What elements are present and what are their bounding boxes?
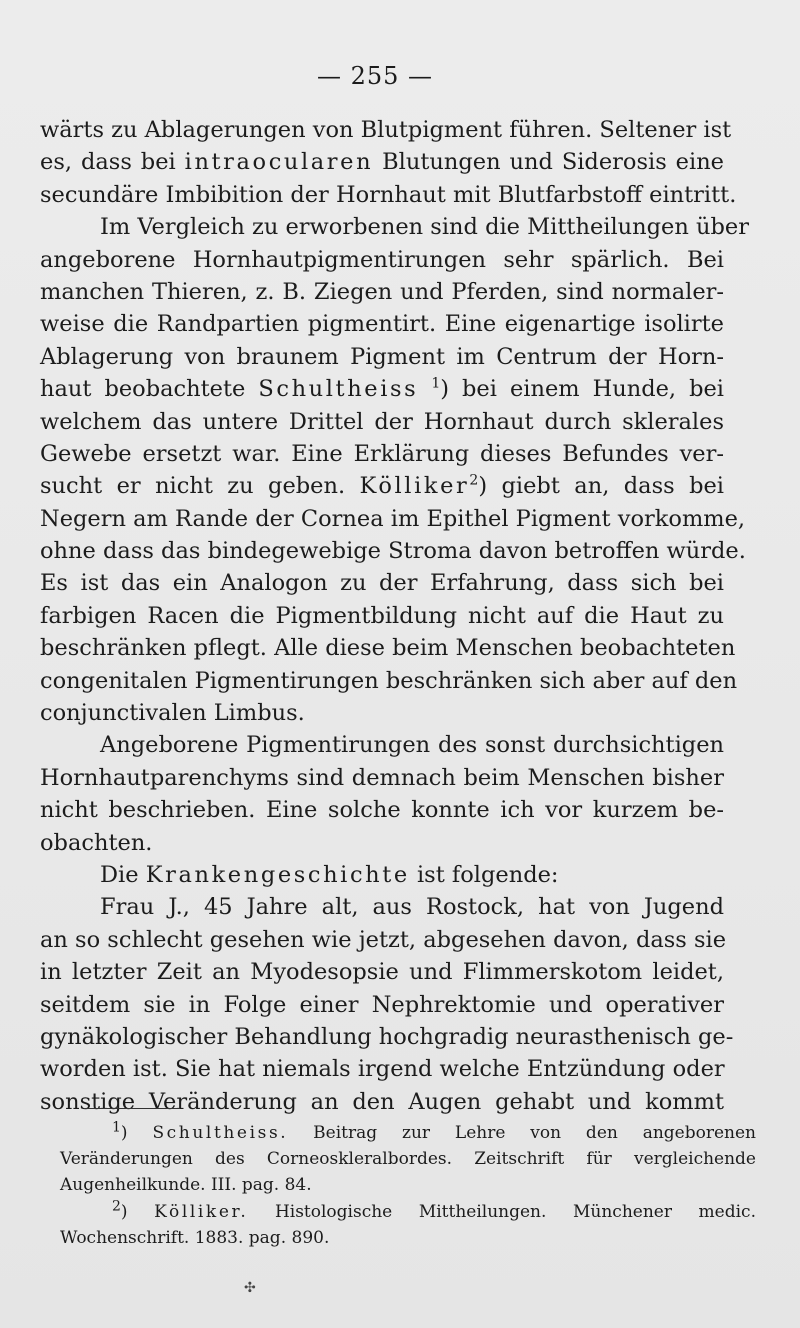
body-line: conjunctivalen Limbus. <box>40 700 305 727</box>
footnote-line: Veränderungen des Corneoskleralbordes. Zeitschrift für vergleichende <box>60 1149 756 1170</box>
body-line: wärts zu Ablagerungen von Blutpigment führen. Seltener ist <box>40 117 732 143</box>
body-line: weise die Randpartien pigmentirt. Eine eigenartige isolirte <box>40 311 724 338</box>
footnote-line: $^2$) Kölliker. Histologische Mittheilungen. Münchener medic. <box>112 1197 756 1222</box>
footnotes <box>60 1120 756 1251</box>
body-line: worden ist. Sie hat niemals irgend welche Entzündung oder <box>40 1056 725 1083</box>
body-line: farbigen Racen die Pigmentbildung nicht auf die Haut zu <box>40 602 724 629</box>
body-line: es, dass bei intraocularen Blutungen und Siderosis eine <box>40 149 725 176</box>
body-line: welchem das untere Drittel der Hornhaut durch sklerales <box>40 408 724 435</box>
body-line: an so schlecht gesehen wie jetzt, abgesehen davon, dass sie <box>40 926 727 953</box>
body-line: haut beobachtete Schultheiss $^1$) bei einem Hunde, bei <box>40 375 725 403</box>
footnote-line: $^1$) Schultheiss. Beitrag zur Lehre von den angeborenen <box>112 1119 756 1143</box>
body-line: in letzter Zeit an Myodesopsie und Flimmerskotom leidet, <box>40 959 724 986</box>
body-line: ohne dass das bindegewebige Stroma davon betroffen würde. <box>40 538 746 565</box>
body-line: Angeborene Pigmentirungen des sonst durchsichtigen <box>100 732 724 759</box>
body-line: Es ist das ein Analogon zu der Erfahrung, dass sich bei <box>40 570 724 597</box>
body-line: seitdem sie in Folge einer Nephrektomie und operativer <box>40 991 724 1018</box>
printer-mark: ✣ <box>244 1280 256 1296</box>
body-line: sonstige Veränderung an den Augen gehabt und kommt <box>40 1088 724 1115</box>
body-line: Hornhautparenchyms sind demnach beim Menschen bisher <box>40 764 724 791</box>
body-line: Frau J., 45 Jahre alt, aus Rostock, hat von Jugend <box>100 894 724 921</box>
body-line: beschränken pflegt. Alle diese beim Menschen beobachteten <box>40 635 736 662</box>
footnote-line: Wochenschrift. 1883. pag. 890. <box>60 1227 330 1248</box>
body-line: secundäre Imbibition der Hornhaut mit Blutfarbstoff eintritt. <box>40 181 737 208</box>
body-line: congenitalen Pigmentirungen beschränken sich aber auf den <box>40 667 738 694</box>
body-line: Die Krankengeschichte ist folgende: <box>100 861 559 888</box>
body-text <box>40 114 749 1118</box>
body-line: Negern am Rande der Cornea im Epithel Pigment vorkomme, <box>40 505 746 532</box>
body-line: angeborene Hornhautpigmentirungen sehr spärlich. Bei <box>40 246 724 273</box>
body-line: sucht er nicht zu geben. Kölliker$^2$) giebt an, dass bei <box>40 472 724 500</box>
body-line: gynäkologischer Behandlung hochgradig neurasthenisch ge- <box>40 1023 734 1050</box>
body-line: nicht beschrieben. Eine solche konnte ich vor kurzem be- <box>40 797 724 824</box>
body-line: Ablagerung von braunem Pigment im Centrum der Horn- <box>40 343 724 370</box>
footnote-line: Augenheilkunde. III. pag. 84. <box>60 1175 312 1196</box>
body-line: Gewebe ersetzt war. Eine Erklärung dieses Befundes ver- <box>40 440 724 467</box>
body-line: Im Vergleich zu erworbenen sind die Mittheilungen über <box>100 214 749 241</box>
body-line: manchen Thieren, z. B. Ziegen und Pferden, sind normaler- <box>40 278 724 305</box>
footnote-divider <box>84 1108 180 1109</box>
page-number: — 255 — <box>316 62 434 90</box>
body-line: obachten. <box>40 829 153 856</box>
